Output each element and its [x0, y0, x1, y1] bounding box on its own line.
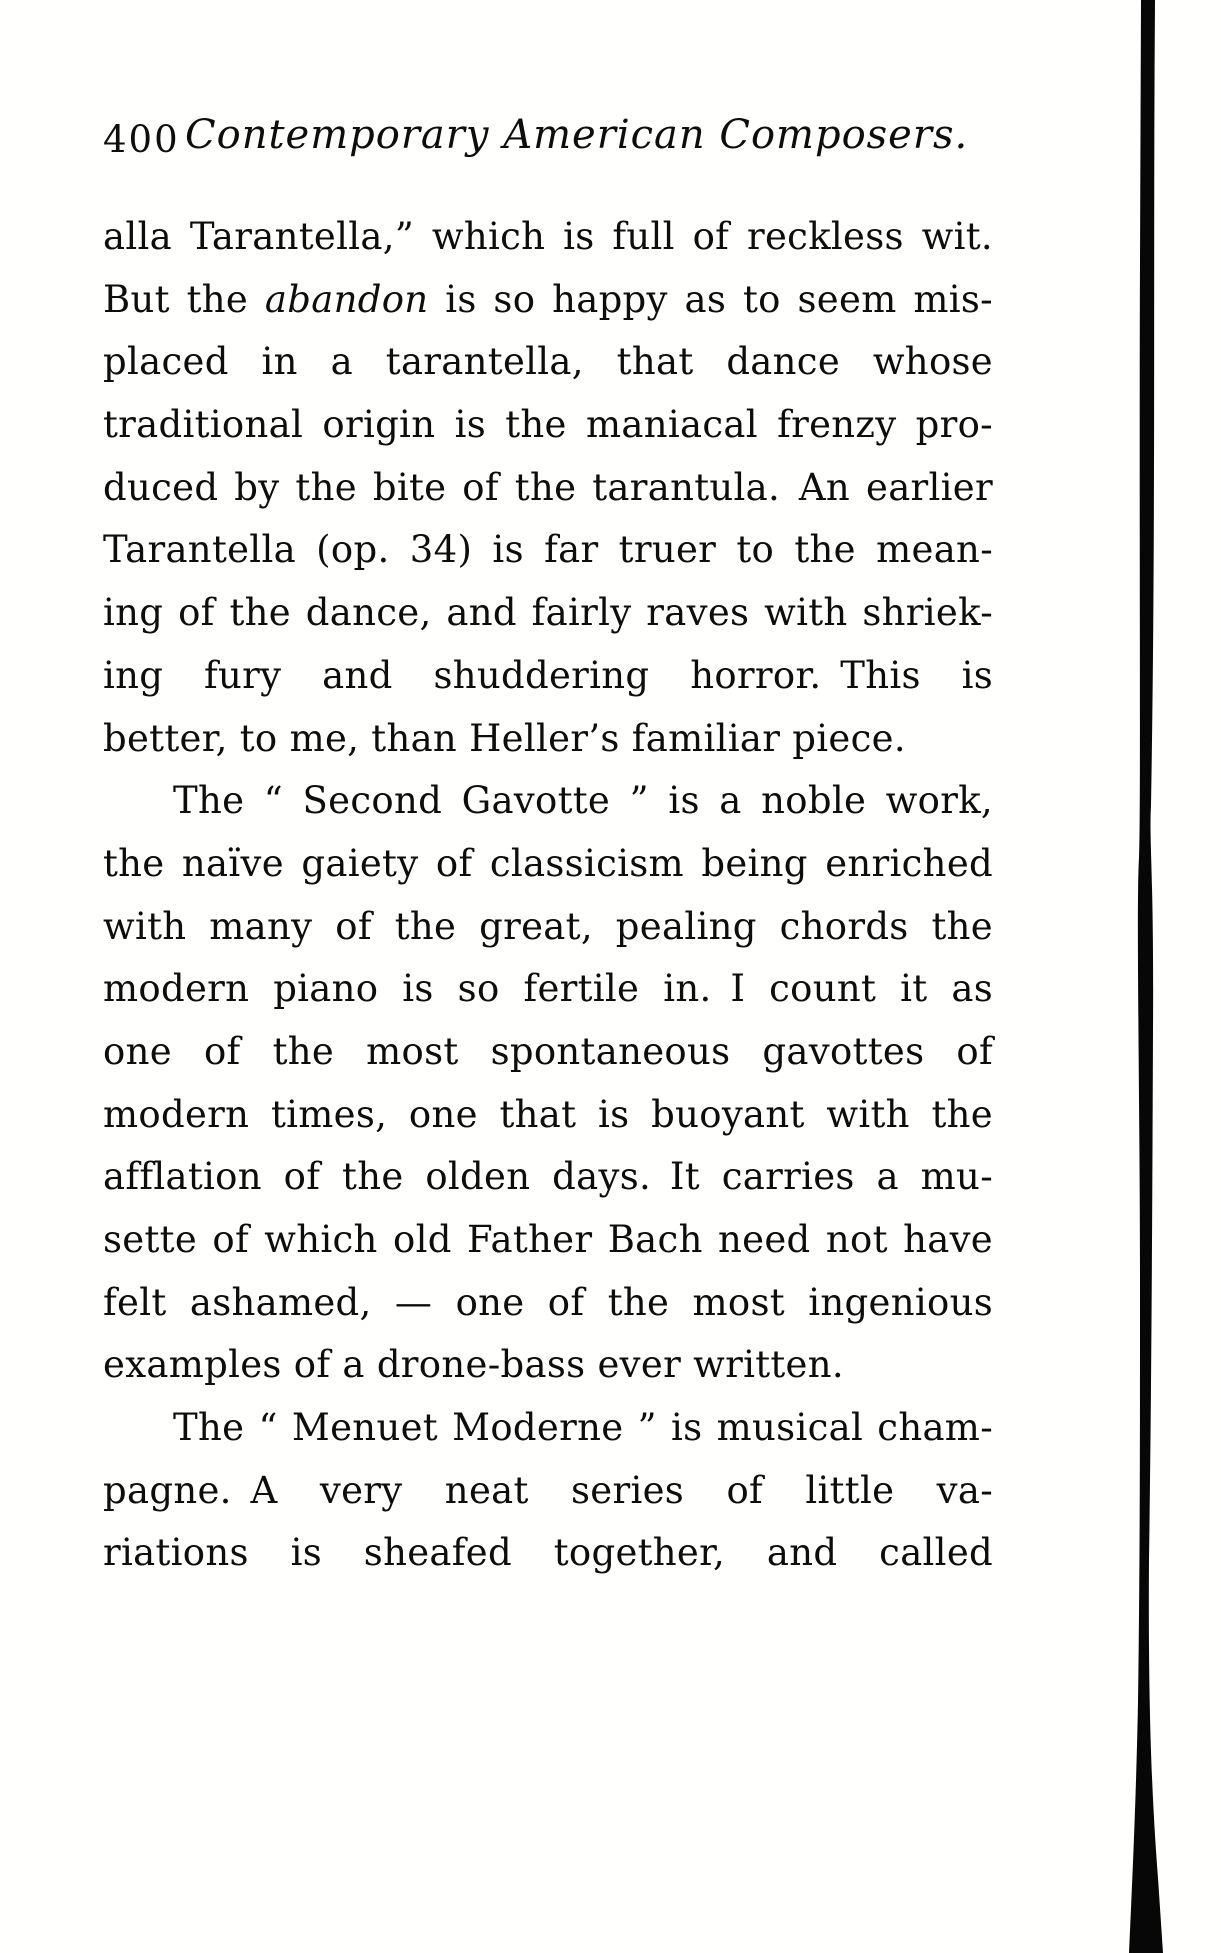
text-line [103, 1084, 993, 1147]
text-line [103, 1021, 993, 1084]
text-run: the naïve gaiety of classicism being enriched [103, 841, 993, 885]
text-run: afflation of the olden days. It carries a mu- [103, 1155, 993, 1199]
running-header: Contemporary American Composers. [185, 112, 969, 158]
text-line [103, 457, 993, 520]
text-run: modern times, one that is buoyant with the [103, 1092, 993, 1136]
text-run: placed in a tarantella, that dance whose [103, 340, 993, 384]
text-run: sette of which old Father Bach need not have [103, 1218, 993, 1261]
text-run: felt ashamed, — one of the most ingenious [103, 1280, 993, 1324]
text-line [103, 958, 993, 1021]
text-run: alla Tarantella,” which is full of reckless wit. [103, 215, 993, 258]
text-line [103, 206, 993, 269]
text-line [103, 1146, 993, 1209]
text-run: traditional origin is the maniacal frenzy pro- [103, 403, 993, 447]
text-line [103, 896, 993, 959]
text-run: The “ Menuet Moderne ” is musical cham- [173, 1406, 993, 1450]
text-run: Tarantella (op. 34) is far truer to the mean- [103, 528, 993, 572]
text-run: modern piano is so fertile in. I count it as [103, 967, 993, 1011]
body-text [103, 206, 993, 1585]
text-line [103, 269, 993, 332]
text-line [103, 1522, 993, 1585]
page-number: 400 [103, 118, 180, 161]
text-line [103, 1272, 993, 1335]
text-line [103, 833, 993, 896]
text-line [103, 645, 993, 708]
text-line [103, 1460, 993, 1523]
text-line [103, 1334, 993, 1397]
text-line [103, 519, 993, 582]
text-run: ing of the dance, and fairly raves with shriek- [103, 591, 993, 635]
text-run: with many of the great, pealing chords the [103, 904, 993, 948]
text-line [103, 394, 993, 457]
text-line [103, 708, 993, 771]
text-run: one of the most spontaneous gavottes of [103, 1029, 993, 1073]
text-run: The “ Second Gavotte ” is a noble work, [173, 779, 993, 823]
page-header [103, 104, 993, 170]
italic-text-run: abandon [264, 277, 429, 321]
text-run: pagne. A very neat series of little va- [103, 1468, 993, 1512]
text-line [103, 1209, 993, 1272]
text-line [103, 582, 993, 645]
text-run: is so happy as to seem mis- [428, 277, 993, 321]
text-run: examples of a drone-bass ever written. [103, 1343, 844, 1387]
text-line [103, 331, 993, 394]
text-line [103, 770, 993, 833]
text-run: ing fury and shuddering horror. This is [103, 653, 993, 697]
text-run: duced by the bite of the tarantula. An earlier [103, 465, 993, 509]
text-run: But the [103, 277, 265, 321]
text-run: riations is sheafed together, and called [103, 1531, 993, 1575]
text-run: better, to me, than Heller’s familiar piece. [103, 716, 906, 760]
text-line [103, 1397, 993, 1460]
